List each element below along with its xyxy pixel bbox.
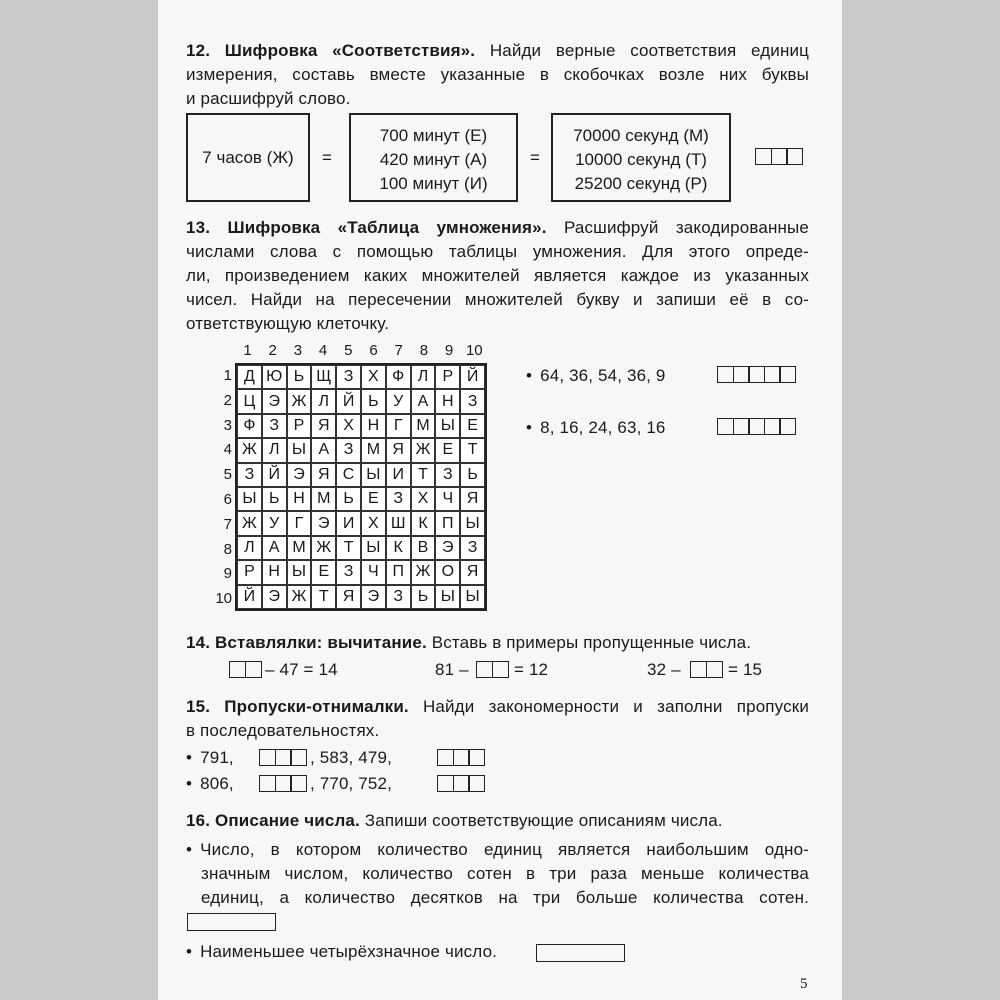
task12-line2: измерения, составь вместе указанные в скобочках возле них буквы bbox=[186, 65, 809, 84]
page-number: 5 bbox=[800, 976, 808, 992]
grid-cell: Ш bbox=[386, 511, 411, 535]
grid-cell: Я bbox=[386, 438, 411, 462]
grid-cell: И bbox=[336, 511, 361, 535]
column-number: 10 bbox=[465, 342, 483, 359]
grid-cell: Ь bbox=[287, 365, 312, 389]
grid-cell: Г bbox=[386, 414, 411, 438]
grid-cell: Ь bbox=[262, 487, 287, 511]
task13-line2: числами слова с помощью таблицы умножения. Для этого опреде- bbox=[186, 242, 809, 261]
grid-cell: Ж bbox=[287, 389, 312, 413]
answer-cells-13a[interactable] bbox=[717, 366, 795, 383]
blank-15b[interactable] bbox=[437, 749, 484, 766]
grid-cell: Я bbox=[311, 414, 336, 438]
description-1-line2: значным числом, количество сотен в три раза меньше количества bbox=[201, 864, 809, 883]
grid-cell: И bbox=[386, 463, 411, 487]
grid-cell: Ы bbox=[237, 487, 262, 511]
grid-cell: М bbox=[311, 487, 336, 511]
grid-cell: Л bbox=[237, 536, 262, 560]
grid-cell: Й bbox=[237, 585, 262, 609]
grid-cell: Х bbox=[336, 414, 361, 438]
grid-cell: М bbox=[287, 536, 312, 560]
seconds-box: 70000 секунд (М) 10000 секунд (Т) 25200 секунд (Р) bbox=[551, 113, 731, 202]
grid-cell: Я bbox=[311, 463, 336, 487]
grid-cell: Э bbox=[262, 389, 287, 413]
task13-line5: ответствующую клеточку. bbox=[186, 314, 390, 333]
grid-cell: А bbox=[311, 438, 336, 462]
grid-cell: Ф bbox=[386, 365, 411, 389]
grid-cell: Н bbox=[262, 560, 287, 584]
grid-cell: Ы bbox=[435, 414, 460, 438]
grid-cell: М bbox=[361, 438, 386, 462]
grid-cell: Ч bbox=[435, 487, 460, 511]
row-number: 9 bbox=[223, 565, 232, 583]
grid-cell: Н bbox=[361, 414, 386, 438]
example-2b: = 12 bbox=[514, 660, 549, 679]
grid-cell: Ж bbox=[311, 536, 336, 560]
task15-title: 15. Пропуски-отнималки. bbox=[186, 697, 409, 716]
grid-cell: З bbox=[460, 536, 485, 560]
grid-cell: Л bbox=[411, 365, 436, 389]
blank-14b[interactable] bbox=[476, 661, 507, 678]
grid-cell: Ы bbox=[435, 585, 460, 609]
grid-cell: Е bbox=[361, 487, 386, 511]
answer-box-16a[interactable] bbox=[187, 913, 276, 931]
task15-line2: в последовательностях. bbox=[186, 721, 380, 740]
grid-cell: С bbox=[336, 463, 361, 487]
grid-cell: Е bbox=[311, 560, 336, 584]
grid-cell: У bbox=[262, 511, 287, 535]
blank-15a[interactable] bbox=[259, 749, 306, 766]
grid-cell: Э bbox=[435, 536, 460, 560]
grid-cell: З bbox=[460, 389, 485, 413]
sequence-15a-mid: , 583, 479, bbox=[310, 748, 392, 767]
row-number: 1 bbox=[223, 367, 232, 384]
grid-cell: Л bbox=[262, 438, 287, 462]
grid-cell: Ж bbox=[411, 438, 436, 462]
blank-14c[interactable] bbox=[690, 661, 721, 678]
task14-title: 14. Вставлялки: вычитание. bbox=[186, 633, 427, 652]
description-1-line3: единиц, а количество десятков на три больше количества сотен. bbox=[201, 888, 809, 907]
grid-cell: К bbox=[411, 511, 436, 535]
sequence-15a-start: • 791, bbox=[186, 746, 234, 770]
blank-15d[interactable] bbox=[437, 775, 484, 792]
column-number: 8 bbox=[419, 342, 429, 359]
grid-cell: З bbox=[435, 463, 460, 487]
answer-cells-13b[interactable] bbox=[717, 418, 795, 435]
grid-cell: Р bbox=[287, 414, 312, 438]
grid-cell: З bbox=[336, 365, 361, 389]
grid-cell: Ы bbox=[460, 511, 485, 535]
grid-cell: Ч bbox=[361, 560, 386, 584]
grid-cell: Х bbox=[361, 365, 386, 389]
column-number: 5 bbox=[344, 342, 353, 359]
row-number: 8 bbox=[223, 540, 232, 558]
grid-cell: Ы bbox=[287, 438, 312, 462]
description-2: • Наименьшее четырёхзначное число. bbox=[186, 940, 497, 964]
grid-cell: Ф bbox=[237, 414, 262, 438]
grid-cell: З bbox=[386, 585, 411, 609]
grid-cell: М bbox=[411, 414, 436, 438]
column-number: 2 bbox=[268, 342, 277, 359]
row-number: 7 bbox=[223, 515, 232, 533]
column-number: 9 bbox=[444, 342, 454, 359]
blank-14a[interactable] bbox=[229, 661, 260, 678]
sequence-2: • 8, 16, 24, 63, 16 bbox=[526, 416, 666, 440]
grid-cell: Н bbox=[435, 389, 460, 413]
grid-cell: Н bbox=[287, 487, 312, 511]
grid-cell: Т bbox=[311, 585, 336, 609]
grid-cell: А bbox=[411, 389, 436, 413]
task14-line: 14. Вставлялки: вычитание. Вставь в примеры пропущенные числа. bbox=[186, 633, 752, 652]
sequence-15b-start: • 806, bbox=[186, 772, 234, 796]
grid-cell: Ж bbox=[411, 560, 436, 584]
grid-cell: Х bbox=[411, 487, 436, 511]
grid-cell: Т bbox=[336, 536, 361, 560]
grid-cell: Ы bbox=[361, 536, 386, 560]
grid-cell: Ы bbox=[460, 585, 485, 609]
blank-15c[interactable] bbox=[259, 775, 306, 792]
sequence-15b-mid: , 770, 752, bbox=[310, 774, 392, 793]
grid-cell: З bbox=[262, 414, 287, 438]
task12-title: 12. Шифровка «Соответствия». bbox=[186, 41, 476, 60]
grid-cell: Щ bbox=[311, 365, 336, 389]
task16-line: 16. Описание числа. Запиши соответствующие описаниям числа. bbox=[186, 811, 723, 830]
row-number: 3 bbox=[223, 416, 232, 434]
task13-title: 13. Шифровка «Таблица умножения». bbox=[186, 218, 547, 237]
grid-cell: З bbox=[237, 463, 262, 487]
task13-line4: чисел. Найди на пересечении множителей букву и запиши её в со- bbox=[186, 290, 809, 309]
grid-cell: К bbox=[386, 536, 411, 560]
grid-cell: Р bbox=[435, 365, 460, 389]
equals-sign-1: = bbox=[322, 148, 333, 167]
description-1-line1: • Число, в котором количество единиц является наибольшим одно- bbox=[186, 838, 809, 862]
row-number: 5 bbox=[223, 466, 232, 484]
grid-cell: Х bbox=[361, 511, 386, 535]
task12-line1: 12. Шифровка «Соответствия». Найди верные соответствия единиц bbox=[186, 41, 810, 60]
grid-cell: Д bbox=[237, 365, 262, 389]
grid-cell: А bbox=[262, 536, 287, 560]
grid-cell: Э bbox=[262, 585, 287, 609]
grid-cell: З bbox=[336, 560, 361, 584]
hours-box: 7 часов (Ж) bbox=[186, 113, 310, 202]
grid-cell: П bbox=[386, 560, 411, 584]
task12-line3: и расшифруй слово. bbox=[186, 89, 351, 108]
example-3a: 32 – bbox=[647, 660, 681, 679]
grid-cell: Т bbox=[460, 438, 485, 462]
grid-cell: Й bbox=[262, 463, 287, 487]
grid-cell: Р bbox=[237, 560, 262, 584]
grid-cell: Ж bbox=[237, 511, 262, 535]
grid-cell: Ы bbox=[361, 463, 386, 487]
equals-sign-2: = bbox=[530, 148, 541, 167]
row-number: 10 bbox=[215, 590, 232, 608]
grid-cell: Ы bbox=[287, 560, 312, 584]
column-number: 6 bbox=[369, 342, 378, 359]
column-number: 1 bbox=[243, 342, 252, 359]
grid-cell: Ж bbox=[287, 585, 312, 609]
grid-cell: З bbox=[386, 487, 411, 511]
grid-cell: Я bbox=[460, 487, 485, 511]
grid-cell: Й bbox=[460, 365, 485, 389]
grid-cell: Э bbox=[287, 463, 312, 487]
answer-cells-12[interactable] bbox=[755, 148, 802, 165]
grid-cell: В bbox=[411, 536, 436, 560]
example-3b: = 15 bbox=[728, 660, 763, 679]
example-2a: 81 – bbox=[435, 660, 469, 679]
grid-cell: Г bbox=[287, 511, 312, 535]
grid-cell: Э bbox=[361, 585, 386, 609]
grid-cell: Я bbox=[460, 560, 485, 584]
multiplication-letter-grid bbox=[235, 363, 487, 611]
sequence-1: • 64, 36, 54, 36, 9 bbox=[526, 364, 666, 388]
grid-cell: Л bbox=[311, 389, 336, 413]
column-number: 4 bbox=[318, 342, 328, 359]
grid-cell: Т bbox=[411, 463, 436, 487]
grid-cell: Э bbox=[311, 511, 336, 535]
grid-cell: Ж bbox=[237, 438, 262, 462]
grid-cell: Ь bbox=[361, 389, 386, 413]
grid-cell: Ю bbox=[262, 365, 287, 389]
grid-cell: Е bbox=[460, 414, 485, 438]
grid-cell: Ц bbox=[237, 389, 262, 413]
grid-cell: Ь bbox=[336, 487, 361, 511]
example-1: – 47 = 14 bbox=[265, 660, 338, 679]
grid-cell: З bbox=[336, 438, 361, 462]
minutes-box: 700 минут (Е) 420 минут (А) 100 минут (И) bbox=[349, 113, 518, 202]
row-number: 4 bbox=[223, 441, 232, 459]
task13-line3: ли, произведением каких множителей является каждое из указанных bbox=[186, 266, 809, 285]
row-number: 2 bbox=[223, 391, 232, 409]
task16-title: 16. Описание числа. bbox=[186, 811, 360, 830]
grid-cell: Е bbox=[435, 438, 460, 462]
grid-cell: О bbox=[435, 560, 460, 584]
column-number: 7 bbox=[394, 342, 403, 359]
grid-cell: Я bbox=[336, 585, 361, 609]
row-number: 6 bbox=[223, 491, 232, 508]
grid-cell: Ь bbox=[411, 585, 436, 609]
task13-line1: 13. Шифровка «Таблица умножения». Расшифруй закодированные bbox=[186, 218, 809, 237]
grid-cell: Й bbox=[336, 389, 361, 413]
answer-box-16b[interactable] bbox=[536, 944, 625, 962]
grid-cell: П bbox=[435, 511, 460, 535]
task15-line1: 15. Пропуски-отнималки. Найди закономерности и заполни пропуски bbox=[186, 697, 809, 716]
grid-cell: У bbox=[386, 389, 411, 413]
column-number: 3 bbox=[293, 342, 303, 359]
grid-cell: Ь bbox=[460, 463, 485, 487]
